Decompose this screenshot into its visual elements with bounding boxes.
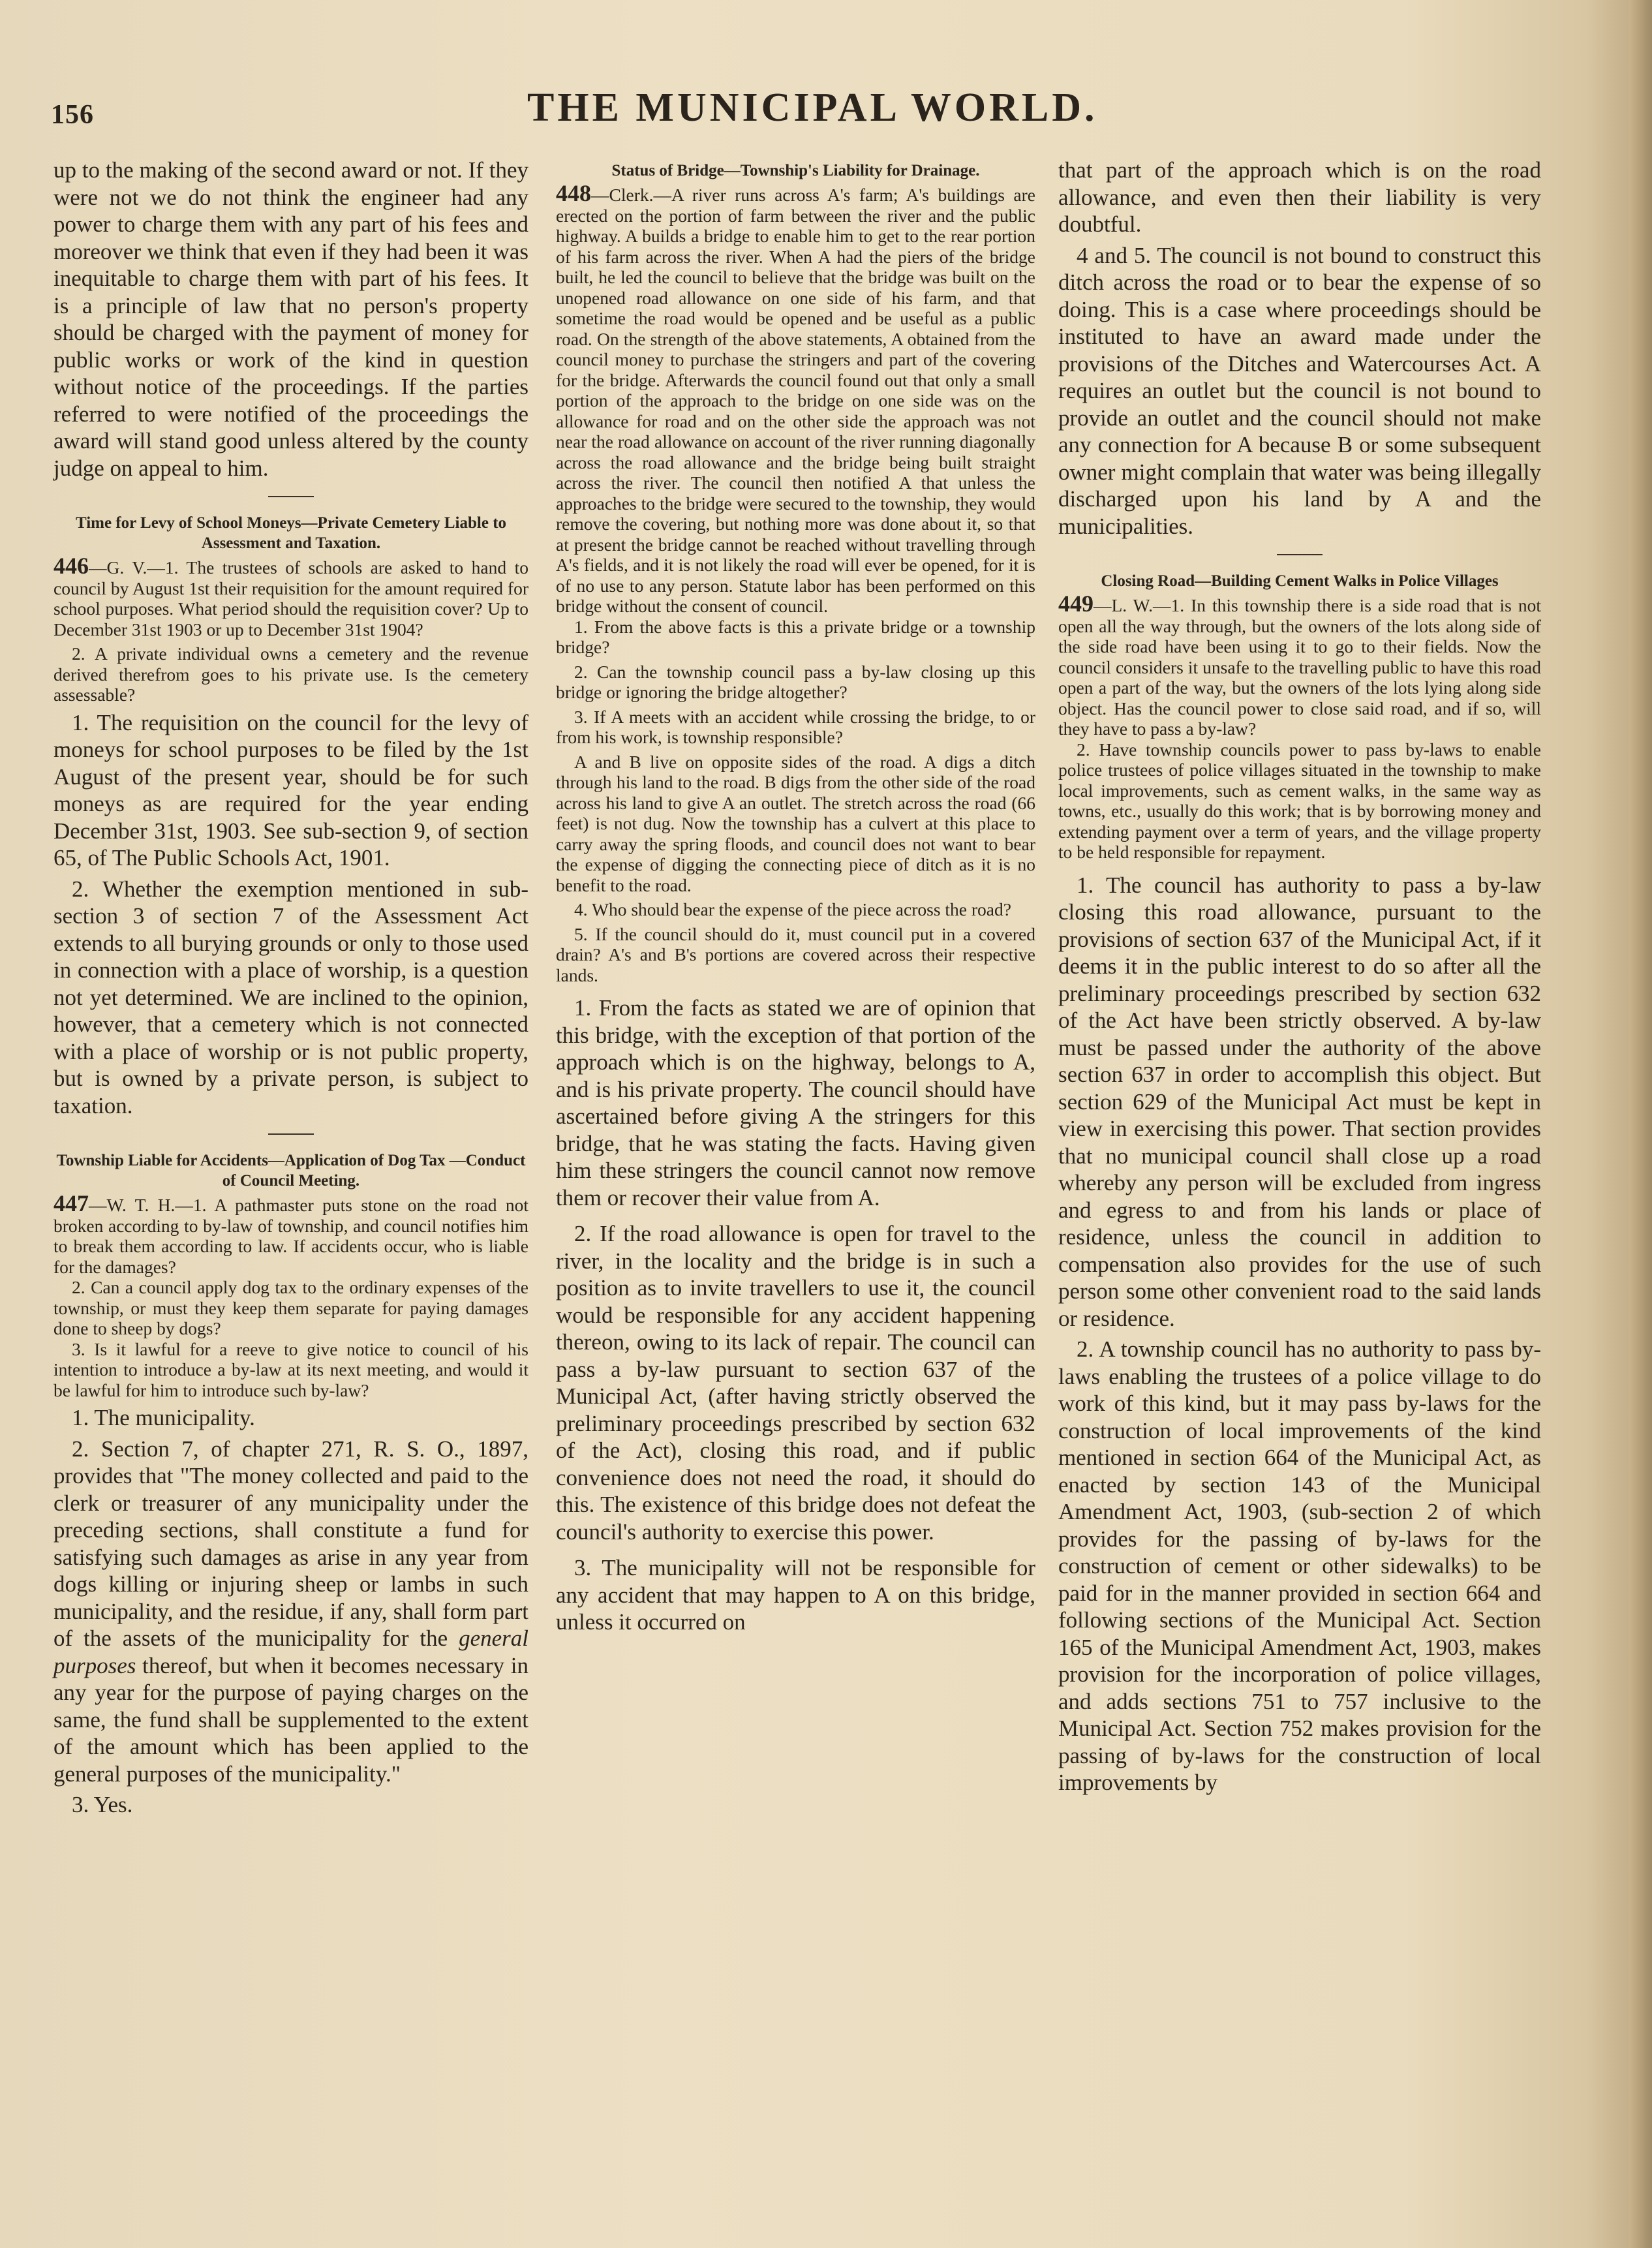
answer-448-part-1: 1. From the facts as stated we are of opinion that this bridge, with the exception of that portion of the approach which is on the highway, belongs to A, and is his private property. The council should have ascertained before giving A the stringers for this bridge, that he was stating the facts. Having given him these stringers the council cannot now remove them or recover their value from A. xyxy=(556,995,1035,1210)
column-1 xyxy=(54,157,528,1819)
question-447-part-1 xyxy=(54,1190,528,1277)
answer-448-parts-4-5: 4 and 5. The council is not bound to construct this ditch across the road or to bear the expense of so doing. This is a case where proceedings should be instituted to have an award made under the provisions of the Ditches and Watercourses Act. A requires an outlet but the council is not bound to provide an outlet and the council should not make any connection for A because B or some subsequent owner might complain that water was being illegally discharged upon his land by A and the municipalities. xyxy=(1058,242,1541,539)
question-446-text: —G. V.—1. The trustees of schools are asked to hand to council by August 1st their requisition for the amount required for school purposes. What period should the requisition cover? Up to December 31st 1903 or up to December 31st 1904? xyxy=(54,557,528,639)
question-number-446: 446 xyxy=(54,553,89,579)
question-448-ab-paragraph: A and B live on opposite sides of the road. A digs a ditch through his land to the road. B digs from the other side of the road across his land to give A an outlet. The stretch across the road (66 feet) is not dug. Now the township has a culvert at this place to carry away the spring floods, and council does not want to bear the expense of digging the connecting piece of ditch as it is no benefit to the road. xyxy=(556,751,1035,895)
intro-paragraph: up to the making of the second award or not. If they were not we do not think the engineer had any power to charge them with any part of his fees and moreover we think that even if they had been it was inequitable to charge them with part of his fees. It is a principle of law that no person's property should be charged with the payment of money for public works or work of the kind in question without notice of the proceedings. If the parties referred to were notified of the proceedings the award will stand good unless altered by the county judge on appeal to him. xyxy=(54,157,528,481)
question-447-part-2: 2. Can a council apply dog tax to the ordinary expenses of the township, or must they keep them separate for paying damages done to sheep by dogs? xyxy=(54,1277,528,1338)
question-448-part-1: 1. From the above facts is this a private bridge or a township bridge? xyxy=(556,616,1035,657)
column-2 xyxy=(556,157,1035,1636)
section-heading-447: Township Liable for Accidents—Application of Dog Tax —Conduct of Council Meeting. xyxy=(56,1152,526,1190)
section-divider xyxy=(268,1133,314,1135)
answer-448-part-3-continued: that part of the approach which is on the road allowance, and even then their liability is very doubtful. xyxy=(1058,157,1541,237)
question-446-part-1 xyxy=(54,553,528,639)
section-divider xyxy=(1277,554,1323,555)
question-number-447: 447 xyxy=(54,1190,89,1216)
answer-446-part-1: 1. The requisition on the council for the levy of moneys for school purposes to be filed by the 1st August of the present year, should be for such moneys as are required for the year ending December 31st, 1903. See sub-section 9, of section 65, of The Public Schools Act, 1901. xyxy=(54,709,528,870)
section-heading-448: Status of Bridge—Township's Liability for Drainage. xyxy=(611,162,980,179)
question-448-text: —Clerk.—A river runs across A's farm; A's buildings are erected on the portion of farm between the river and the public highway. A builds a bridge to enable him to get to the rear portion of his farm across the river. When A had the piers of the bridge built, he led the council to believe that the bridge was built on the unopened road allowance on one side of his farm, and that sometime the road would be opened and be useful as a public road. On the strength of the above statements, A obtained from the council money to purchase the stringers and part of the covering for the bridge. Afterwards the council found out that only a small portion of the approach to the bridge on one side was on the allowance for road and on the other side the approach was not near the road allowance on account of the river running diagonally across the road allowance and the bridge being built straight across the river. The council then notified A that unless the approaches to the bridge were secured to the township, they would remove the covering, but nothing more was done about it, so that at present the bridge cannot be reached without travelling through A's fields, and it is not likely the road will ever be opened, for it is of no use to any person. Statute labor has been performed on this bridge without the consent of council. xyxy=(556,185,1035,616)
page-header xyxy=(51,85,1552,137)
question-448-part-5: 5. If the council should do it, must council put in a covered drain? A's and B's portions are covered across their respective lands. xyxy=(556,923,1035,985)
question-448-part-3: 3. If A meets with an accident while crossing the bridge, to or from his work, is township responsible? xyxy=(556,706,1035,747)
question-449-text: —L. W.—1. In this township there is a side road that is not open all the way through, but the owners of the lots along side of the side road have been using it to go to their fields. Now the council considers it unsafe to the travelling public to have this road open a part of the way, but the owners of the lots lying along side object. Has the council power to close said road, and if so, will they have to pass a by-law? xyxy=(1058,595,1541,739)
answer-447-text-b: thereof, but when it becomes necessary in any year for the purpose of paying charges on the same, the fund shall be supplemented to the extent of the amount which has been applied to the general purposes of the municipality." xyxy=(54,1652,528,1787)
section-heading-449: Closing Road—Building Cement Walks in Police Villages xyxy=(1101,572,1499,590)
answer-448-part-3: 3. The municipality will not be responsible for any accident that may happen to A on this bridge, unless it occurred on xyxy=(556,1555,1035,1635)
question-446-part-2: 2. A private individual owns a cemetery and the revenue derived therefrom goes to his private use. Is the cemetery assessable? xyxy=(54,643,528,705)
binding-edge xyxy=(1629,0,1652,2248)
question-449-part-2: 2. Have township councils power to pass by-laws to enable police trustees of police villages situated in the township to make local improvements, such as cement walks, in the same way as towns, etc., usually do this work; that is by borrowing money and extending payment over a term of years, and the village property to be held responsible for repayment. xyxy=(1058,739,1541,862)
section-heading-446: Time for Levy of School Moneys—Private Cemetery Liable to Assessment and Taxation. xyxy=(75,514,507,552)
question-number-449: 449 xyxy=(1058,591,1094,617)
answer-447-part-3: 3. Yes. xyxy=(72,1792,133,1817)
answer-449-part-1: 1. The council has authority to pass a by-law closing this road allowance, pursuant to the provisions of section 637 of the Municipal Act, if it deems it in the public interest to do so after all the preliminary proceedings prescribed by section 632 of the Act have been strictly observed. A by-law must be passed under the authority of the above section 637 in order to accomplish this object. But section 629 of the Municipal Act must be kept in view in exercising this power. That section provides that no municipal council shall close up a road whereby any person will be excluded from ingress and egress to and from his lands or place of residence, unless the council in addition to compensation also provides for the use of such person some other convenient road to the said lands or residence. xyxy=(1058,872,1541,1331)
question-447-text: —W. T. H.—1. A pathmaster puts stone on the road not broken according to by-law of township, and council notifies him to break them according to law. If accidents occur, who is liable for the damages? xyxy=(54,1195,528,1277)
journal-title: THE MUNICIPAL WORLD. xyxy=(527,85,1098,130)
question-448-intro xyxy=(556,180,1035,617)
question-448-part-4: 4. Who should bear the expense of the piece across the road? xyxy=(574,899,1011,919)
page-number: 156 xyxy=(51,100,94,130)
answer-449-part-2: 2. A township council has no authority to pass by-laws enabling the trustees of a police village to do work of this kind, but it may pass by-laws for the construction of local improvements of the kind mentioned in section 664 of the Municipal Act, as enacted by section 143 of the Municipal Amendment Act, 1903, (sub-section 2 of which provides for the passing of by-laws for the construction of cement or other sidewalks) to be paid for in the manner provided in section 664 and following sections of the Municipal Act. Section 165 of the Municipal Amendment Act, 1903, makes provision for the incorporation of police villages, and adds sections 751 to 757 inclusive to the Municipal Act. Section 752 makes provision for the passing of by-laws for the construction of local improvements by xyxy=(1058,1336,1541,1795)
answer-447-part-1: 1. The municipality. xyxy=(72,1405,255,1430)
question-449-part-1 xyxy=(1058,591,1541,739)
question-447-part-3: 3. Is it lawful for a reeve to give notice to council of his intention to introduce a by-law at its next meeting, and would it be lawful for him to introduce such by-law? xyxy=(54,1338,528,1400)
question-448-part-2: 2. Can the township council pass a by-law closing up this bridge or ignoring the bridge altogether? xyxy=(556,661,1035,702)
question-number-448: 448 xyxy=(556,180,591,206)
section-divider xyxy=(268,496,314,497)
answer-446-part-2: 2. Whether the exemption mentioned in sub-section 3 of section 7 of the Assessment Act extends to all burying grounds or only to those used in connection with a place of worship, is a question not yet determined. We are inclined to the opinion, however, that a cemetery which is not connected with a place of worship or is not public property, but is owned by a private person, is subject to taxation. xyxy=(54,876,528,1118)
answer-447-emphasis: general purposes xyxy=(54,1625,528,1678)
answer-448-part-2: 2. If the road allowance is open for travel to the river, in the locality and the bridge is in such a position as to invite travellers to use it, the council would be responsible for any accident happening thereon, owing to its lack of repair. The council can pass a by-law pursuant to section 637 of the Municipal Act, (after having strictly observed the preliminary proceedings prescribed by section 632 of the Act), closing this road, and if public convenience does not need the road, it should do this. The existence of this bridge does not defeat the council's authority to exercise this power. xyxy=(556,1221,1035,1545)
column-3 xyxy=(1058,157,1541,1796)
answer-447-part-2 xyxy=(54,1436,528,1788)
answer-447-text-a: 2. Section 7, of chapter 271, R. S. O., 1897, provides that "The money collected and paid to the clerk or treasurer of any municipality under the preceding sections, shall constitute a fund for satisfying such damages as arise in any year from dogs killing or injuring sheep or lambs in such municipality, and the residue, if any, shall form part of the assets of the municipality for the xyxy=(54,1436,528,1651)
